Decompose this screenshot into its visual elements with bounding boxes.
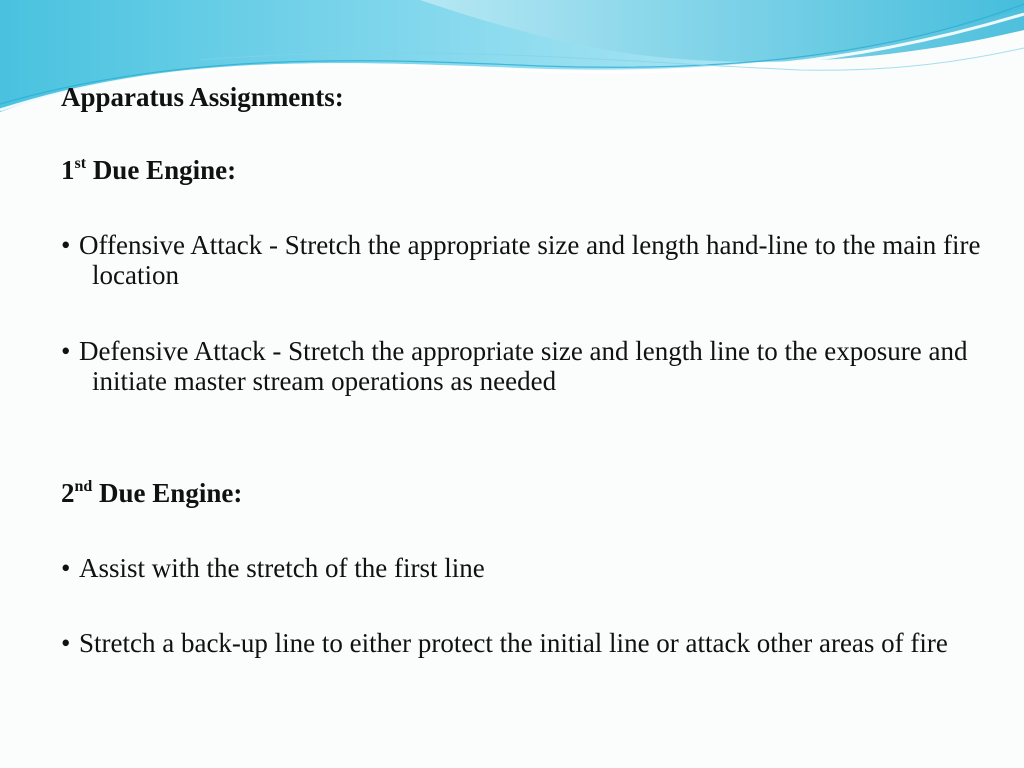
second-due-ordinal-suffix: nd [74, 478, 93, 495]
second-due-label: Due Engine: [99, 478, 243, 508]
first-due-ordinal-suffix: st [74, 155, 87, 172]
bullet-dot: • [61, 230, 71, 260]
first-due-label: Due Engine: [92, 155, 237, 185]
bullet-back-up-line [61, 628, 992, 658]
first-due-number: 1 [61, 155, 75, 185]
second-due-number: 2 [61, 478, 75, 508]
bullet-text: Defensive Attack - Stretch the appropriate size and length line to the exposure and initiate master stream operations as needed [79, 336, 968, 396]
first-due-engine-heading [61, 155, 236, 185]
bullet-assist-stretch [61, 553, 992, 583]
bullet-text: Offensive Attack - Stretch the appropriate size and length hand-line to the main fire location [79, 230, 981, 290]
second-due-engine-heading [61, 478, 242, 508]
bullet-offensive-attack [61, 230, 992, 290]
bullet-text: Assist with the stretch of the first line [79, 553, 485, 583]
slide-title: Apparatus Assignments: [61, 82, 344, 112]
bullet-dot: • [61, 553, 71, 583]
bullet-defensive-attack [61, 336, 992, 396]
bullet-text: Stretch a back-up line to either protect the initial line or attack other areas of fire [79, 628, 948, 658]
bullet-dot: • [61, 336, 71, 366]
bullet-dot: • [61, 628, 71, 658]
